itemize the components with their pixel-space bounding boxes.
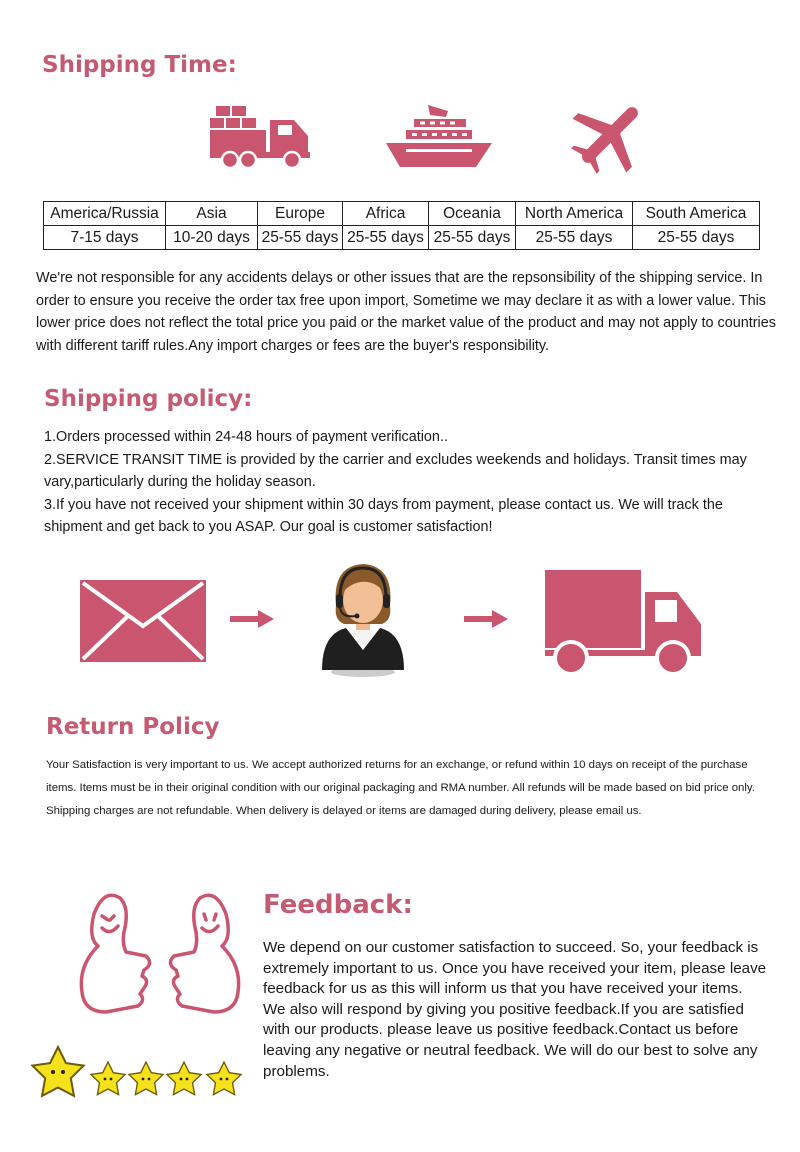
time-cell: 25-55 days: [343, 226, 429, 250]
return-policy-text: Your Satisfaction is very important to us. We accept authorized returns for an exchange, or refund within 10 days on receipt of the purchase items. Items must be in their original condition with our original packaging and RMA number. All refunds will be made based on bid price only. Shipping charges are not refundable. When delivery is delayed or items are damaged during delivery, please email us.: [46, 759, 755, 817]
feedback-text: We depend on our customer satisfaction to succeed. So, your feedback is extremely important to us. Once you have received your item, please leave feedback for us as this will inform us that you have received your items. We also will respond by giving you positive feedback.If you are satisfied with our products. please leave us positive feedback.Contact us before leaving any negative or neutral feedback. We will do our best to solve any problems.: [263, 939, 767, 1080]
policy-item: 3.If you have not received your shipment within 30 days from payment, please contact us. We will track the shipment and get back to you ASAP. Our goal is customer satisfaction!: [44, 496, 723, 535]
star-icon: [207, 1062, 241, 1095]
delivery-truck-icon: [545, 570, 703, 678]
region-cell: Africa: [343, 202, 429, 226]
region-cell: Asia: [166, 202, 258, 226]
table-row-times: [44, 226, 760, 250]
shipping-time-title: Shipping Time:: [42, 52, 237, 78]
policy-item: 1.Orders processed within 24-48 hours of payment verification..: [44, 429, 448, 445]
return-policy-title: Return Policy: [46, 714, 220, 740]
rating-stars: [28, 1044, 248, 1108]
star-icon: [91, 1062, 125, 1095]
star-icon: [129, 1062, 163, 1095]
time-cell: 10-20 days: [166, 226, 258, 250]
region-cell: Oceania: [429, 202, 516, 226]
ship-icon: [384, 103, 494, 173]
feedback-title: Feedback:: [263, 890, 413, 920]
policy-item: 2.SERVICE TRANSIT TIME is provided by the carrier and excludes weekends and holidays. Transit times may vary,particularly during the holiday season.: [44, 451, 747, 490]
envelope-icon: [80, 580, 206, 662]
star-icon: [32, 1047, 83, 1096]
arrow-right-icon: [464, 610, 508, 628]
region-cell: Europe: [258, 202, 343, 226]
time-cell: 25-55 days: [429, 226, 516, 250]
airplane-icon: [570, 96, 650, 174]
region-cell: South America: [633, 202, 760, 226]
shipping-time-table: [43, 201, 760, 250]
support-agent-icon: [316, 558, 410, 678]
time-cell: 25-55 days: [258, 226, 343, 250]
shipping-disclaimer: We're not responsible for any accidents delays or other issues that are the repsonsibility of the shipping service. In order to ensure you receive the order tax free upon import, Sometime we may declare it as with a lower value. This lower price does not reflect the total price you paid or the market value of the product and may not apply to countries with different tariff rules.Any import charges or fees are the buyer's responsibility.: [36, 270, 776, 354]
time-cell: 25-55 days: [633, 226, 760, 250]
time-cell: 25-55 days: [516, 226, 633, 250]
truck-icon: [208, 104, 314, 170]
region-cell: North America: [516, 202, 633, 226]
arrow-right-icon: [230, 610, 274, 628]
thumbs-up-icon: [72, 886, 248, 1022]
region-cell: America/Russia: [44, 202, 166, 226]
shipping-policy-list: [44, 426, 774, 539]
shipping-policy-title: Shipping policy:: [44, 386, 253, 412]
time-cell: 7-15 days: [44, 226, 166, 250]
star-icon: [167, 1062, 201, 1095]
table-row-regions: [44, 202, 760, 226]
